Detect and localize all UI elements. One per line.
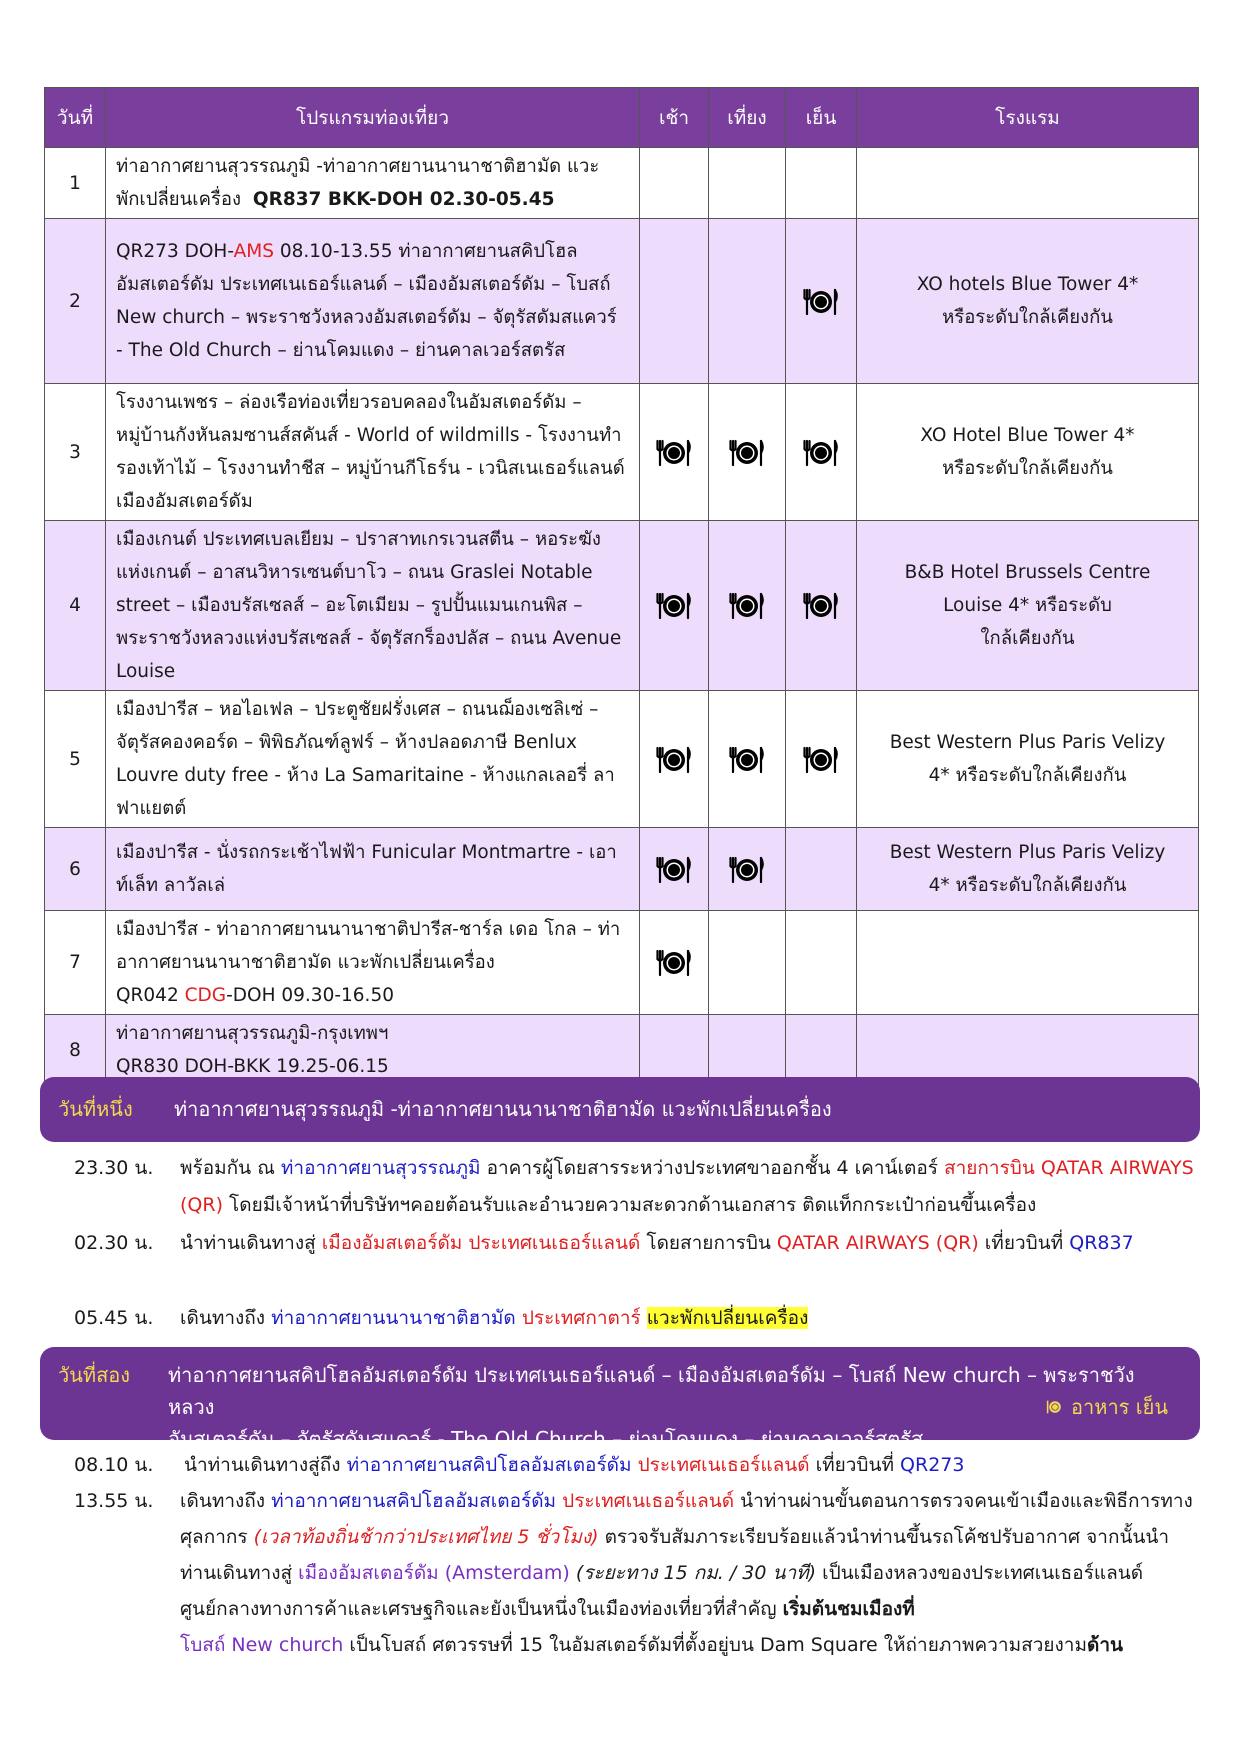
- breakfast-cell: [640, 828, 709, 911]
- lunch-cell: [709, 1015, 786, 1086]
- place-name: ท่าอากาศยานสคิปโฮลอัมสเตอร์ดัม: [346, 1454, 632, 1476]
- hotel-note: หรือระดับใกล้เคียงกัน: [942, 458, 1113, 479]
- day-number: 4: [45, 521, 106, 691]
- place-name: โบสถ์ New church: [180, 1634, 344, 1656]
- breakfast-cell: [640, 521, 709, 691]
- flight-time: -DOH 09.30-16.50: [226, 985, 394, 1006]
- hotel-note: หรือระดับใกล้เคียงกัน: [942, 307, 1113, 328]
- meal-icon: [655, 948, 693, 978]
- hotel-name: Best Western Plus Paris Velizy: [889, 842, 1166, 863]
- day-number: 5: [45, 691, 106, 828]
- breakfast-cell: [640, 219, 709, 384]
- text-segment: นำท่านเดินทางสู่: [180, 1232, 322, 1254]
- place-name: ท่าอากาศยานนานาชาติฮามัด: [271, 1307, 516, 1329]
- table-row: [45, 1015, 1199, 1086]
- hotel-note: 4* หรือระดับใกล้เคียงกัน: [928, 765, 1127, 786]
- table-row: [45, 219, 1199, 384]
- hotel-cell: [857, 219, 1199, 384]
- entry-text: [180, 1483, 1194, 1663]
- table-header-row: [45, 88, 1199, 148]
- place-name: ท่าอากาศยานสคิปโฮลอัมสเตอร์ดัม: [271, 1490, 557, 1512]
- header-breakfast: เช้า: [640, 88, 709, 148]
- day2-title: [168, 1359, 1180, 1455]
- day-number: 6: [45, 828, 106, 911]
- day2-entry: [44, 1483, 1194, 1663]
- meal-icon: [1045, 1398, 1065, 1416]
- flight-info: QR837 BKK-DOH 02.30-05.45: [252, 189, 555, 210]
- day1-entry: [44, 1300, 1194, 1337]
- place-name: ท่าอากาศยานสุวรรณภูมิ: [280, 1157, 481, 1179]
- text-segment: เดินทางถึง: [180, 1490, 272, 1512]
- airport-code: CDG: [184, 985, 227, 1006]
- text-segment: โดยมีเจ้าหน้าที่บริษัทฯคอยต้อนรับและอำนวยความสะดวกด้านเอกสาร ติดแท็กกระเป๋าก่อนขึ้นเครื่อง: [222, 1194, 1037, 1216]
- hotel-name: B&B Hotel Brussels Centre: [904, 562, 1151, 583]
- hotel-name: Best Western Plus Paris Velizy: [889, 732, 1166, 753]
- meal-icon: [655, 591, 693, 621]
- text-segment: เป็นเมืองหลวงของประเทศเนเธอร์แลนด์ ศูนย์กลางทางการค้าและเศรษฐกิจและยังเป็นหนึ่งในเมืองท่องเที่ยวที่สำคัญ: [180, 1562, 1144, 1620]
- dinner-cell: [786, 911, 857, 1015]
- lunch-cell: [709, 911, 786, 1015]
- hotel-note: ใกล้เคียงกัน: [980, 628, 1075, 649]
- meal-icon: [728, 745, 766, 775]
- day2-entry: [44, 1447, 1194, 1483]
- program-text: พักเปลี่ยนเครื่อง: [116, 189, 242, 210]
- dinner-cell: [786, 384, 857, 521]
- program-cell: [106, 219, 640, 384]
- flight-number: QR837: [1069, 1232, 1134, 1254]
- hotel-cell: [857, 691, 1199, 828]
- program-cell: เมืองปารีส - นั่งรถกระเช้าไฟฟ้า Funicular Montmartre - เอาท์เล็ท ลาวัลเล่: [106, 828, 640, 911]
- header-dinner: เย็น: [786, 88, 857, 148]
- hotel-cell: [857, 384, 1199, 521]
- lunch-cell: [709, 828, 786, 911]
- entry-time: 23.30 น.: [74, 1157, 154, 1179]
- day-number: 8: [45, 1015, 106, 1086]
- flight-info: QR042: [116, 985, 185, 1006]
- flight-info: QR273 DOH-: [116, 241, 234, 262]
- day1-label: วันที่หนึ่ง: [58, 1097, 133, 1121]
- header-program: โปรแกรมท่องเที่ยว: [106, 88, 640, 148]
- meal-icon: [728, 855, 766, 885]
- lunch-cell: [709, 384, 786, 521]
- day2-banner: [40, 1347, 1200, 1451]
- day-number: 1: [45, 148, 106, 219]
- country-name: ประเทศกาตาร์: [515, 1307, 647, 1329]
- dinner-cell: [786, 219, 857, 384]
- text-segment: เที่ยวบินที่: [809, 1454, 901, 1476]
- meal-icon: [655, 855, 693, 885]
- entry-time: 02.30 น.: [74, 1232, 154, 1254]
- entry-text: [180, 1300, 1194, 1337]
- flight-number: QR273: [900, 1454, 965, 1476]
- dinner-cell: [786, 1015, 857, 1086]
- program-cell: [106, 1015, 640, 1086]
- dinner-cell: [786, 148, 857, 219]
- header-lunch: เที่ยง: [709, 88, 786, 148]
- bold-text: ด้าน: [1086, 1634, 1123, 1656]
- entry-time: 05.45 น.: [74, 1307, 154, 1329]
- entry-text: [180, 1225, 1194, 1262]
- program-text: ท่าอากาศยานสุวรรณภูมิ -ท่าอากาศยานนานาชาติฮามัด แวะ: [116, 156, 600, 177]
- breakfast-cell: [640, 148, 709, 219]
- program-cell: เมืองปารีส – หอไอเฟล – ประตูชัยฝรั่งเศส – ถนนฌ็องเซลิเซ่ – จัตุรัสคองคอร์ด – พิพิธภัณฑ์ลูฟร์ – ห้างปลอดภาษี Benlux Louvre duty free - ห้าง La Samaritaine - ห้างแกลเลอรี่ ลาฟาแยตต์: [106, 691, 640, 828]
- table-row: [45, 521, 1199, 691]
- distance-note: (ระยะทาง 15 กม. / 30 นาที): [569, 1562, 817, 1584]
- hotel-cell: [857, 1015, 1199, 1086]
- table-row: [45, 828, 1199, 911]
- text-segment: นำท่านเดินทางสู่ถึง: [184, 1454, 347, 1476]
- day-number: 2: [45, 219, 106, 384]
- lunch-cell: [709, 691, 786, 828]
- hotel-cell: [857, 521, 1199, 691]
- table-row: [45, 911, 1199, 1015]
- lunch-cell: [709, 148, 786, 219]
- entry-time: 13.55 น.: [74, 1490, 154, 1512]
- day1-title: ท่าอากาศยานสุวรรณภูมิ -ท่าอากาศยานนานาชาติฮามัด แวะพักเปลี่ยนเครื่อง: [174, 1097, 832, 1121]
- flight-time: 08.10-13.55: [273, 241, 393, 262]
- hotel-note: 4* หรือระดับใกล้เคียงกัน: [928, 875, 1127, 896]
- text-segment: อาคารผู้โดยสารระหว่างประเทศขาออกชั้น 4 เคาน์เตอร์: [480, 1157, 944, 1179]
- breakfast-cell: [640, 384, 709, 521]
- day2-title-line: อัมสเตอร์ดัม – จัตุรัสดัมสแควร์ - The Old Church – ย่านโคมแดง – ย่านคาลเวอร์สตรัส: [168, 1427, 924, 1451]
- header-day: วันที่: [45, 88, 106, 148]
- day1-banner: [40, 1077, 1200, 1142]
- meal-icon: [802, 438, 840, 468]
- table-row: [45, 691, 1199, 828]
- entry-time: 08.10 น.: [74, 1454, 154, 1476]
- hotel-name: Louise 4* หรือระดับ: [943, 595, 1112, 616]
- airline-name: สายการบิน QATAR AIRWAYS (QR): [180, 1157, 1194, 1216]
- day-number: 7: [45, 911, 106, 1015]
- meal-icon: [802, 591, 840, 621]
- day1-entry: [44, 1150, 1194, 1224]
- hotel-cell: [857, 911, 1199, 1015]
- country-name: ประเทศเนเธอร์แลนด์: [637, 1454, 810, 1476]
- dinner-cell: [786, 521, 857, 691]
- time-difference-note: (เวลาท้องถิ่นช้ากว่าประเทศไทย 5 ชั่วโมง): [253, 1526, 599, 1548]
- place-name: เมืองอัมสเตอร์ดัม ประเทศเนเธอร์แลนด์: [321, 1232, 641, 1254]
- hotel-cell: [857, 148, 1199, 219]
- flight-info: QR830 DOH-BKK 19.25-06.15: [116, 1056, 389, 1077]
- hotel-cell: [857, 828, 1199, 911]
- table-row: [45, 148, 1199, 219]
- airport-code: AMS: [233, 241, 274, 262]
- dinner-cell: [786, 691, 857, 828]
- entry-text: [184, 1447, 1194, 1483]
- meal-icon: [655, 438, 693, 468]
- program-cell: เมืองเกนต์ ประเทศเบลเยียม – ปราสาทเกรเวนสตีน – หอระฆังแห่งเกนต์ – อาสนวิหารเซนต์บาโว – ถนน Graslei Notable street – เมืองบรัสเซลส์ – อะโตเมียม – รูปปั้นแมนเกนพิส – พระราชวังหลวงแห่งบรัสเซลส์ - จัตุรัสกร็องปลัส – ถนน Avenue Louise: [106, 521, 640, 691]
- dinner-cell: [786, 828, 857, 911]
- meal-icon: [728, 591, 766, 621]
- meal-note: [1045, 1391, 1168, 1423]
- place-name: เมืองอัมสเตอร์ดัม (Amsterdam): [298, 1562, 570, 1584]
- entry-text: [180, 1150, 1194, 1224]
- itinerary-table: [44, 87, 1199, 1086]
- program-cell: [106, 148, 640, 219]
- text-segment: พร้อมกัน ณ: [180, 1157, 281, 1179]
- text-segment: เดินทางถึง: [180, 1307, 272, 1329]
- day2-title-line: ท่าอากาศยานสคิปโฮลอัมสเตอร์ดัม ประเทศเนเธอร์แลนด์ – เมืองอัมสเตอร์ดัม – โบสถ์ New church – พระราชวังหลวง: [168, 1363, 1135, 1419]
- table-row: [45, 384, 1199, 521]
- breakfast-cell: [640, 911, 709, 1015]
- airline-name: QATAR AIRWAYS (QR): [776, 1232, 979, 1254]
- meal-icon: [728, 438, 766, 468]
- country-name: ประเทศเนเธอร์แลนด์: [562, 1490, 735, 1512]
- day-number: 3: [45, 384, 106, 521]
- meal-icon: [655, 745, 693, 775]
- day1-entry: [44, 1225, 1194, 1262]
- highlight-text: แวะพักเปลี่ยนเครื่อง: [646, 1307, 809, 1329]
- breakfast-cell: [640, 1015, 709, 1086]
- bold-text: เริ่มต้นชมเมืองที่: [782, 1598, 915, 1620]
- text-segment: เป็นโบสถ์ ศตวรรษที่ 15 ในอัมสเตอร์ดัมที่ตั้งอยู่บน Dam Square ให้ถ่ายภาพความสวยงาม: [343, 1634, 1087, 1656]
- text-segment: เที่ยวบินที่: [978, 1232, 1070, 1254]
- text-segment: ตรวจรับสัมภาระเรียบร้อยแล้วนำท่านขึ้นรถโค้ชปรับอากาศ จากนั้นนำท่านเดินทางสู่: [180, 1526, 1170, 1584]
- program-text: เมืองปารีส - ท่าอากาศยานนานาชาติปารีส-ชาร์ล เดอ โกล – ท่าอากาศยานนานาชาติฮามัด แวะพักเปลี่ยนเครื่อง: [116, 919, 621, 973]
- meal-icon: [802, 745, 840, 775]
- text-segment: นำท่านผ่านขั้นตอนการตรวจคนเข้าเมืองและพิธีการทางศุลกากร: [180, 1490, 1193, 1548]
- lunch-cell: [709, 219, 786, 384]
- meal-icon: [802, 287, 840, 317]
- day2-label: วันที่สอง: [58, 1363, 131, 1387]
- program-text: ท่าอากาศยานสุวรรณภูมิ-กรุงเทพฯ: [116, 1023, 389, 1044]
- hotel-name: XO Hotel Blue Tower 4*: [920, 425, 1135, 446]
- program-cell: [106, 911, 640, 1015]
- program-cell: โรงงานเพชร – ล่องเรือท่องเที่ยวรอบคลองในอัมสเตอร์ดัม – หมู่บ้านกังหันลมซานส์สคันส์ - World of wildmills - โรงงานทำรองเท้าไม้ – โรงงานทำชีส – หมู่บ้านกีโธร์น - เวนิสเนเธอร์แลนด์เมืองอัมสเตอร์ดัม: [106, 384, 640, 521]
- breakfast-cell: [640, 691, 709, 828]
- meal-note-text: อาหาร เย็น: [1071, 1395, 1168, 1419]
- hotel-name: XO hotels Blue Tower 4*: [916, 274, 1139, 295]
- lunch-cell: [709, 521, 786, 691]
- header-hotel: โรงแรม: [857, 88, 1199, 148]
- program-text: ท่าอากาศยานสคิปโฮล อัมสเตอร์ดัม ประเทศเนเธอร์แลนด์ – เมืองอัมสเตอร์ดัม – โบสถ์ New church – พระราชวังหลวงอัมสเตอร์ดัม – จัตุรัสดัมสแควร์ - The Old Church – ย่านโคมแดง – ย่านคาลเวอร์สตรัส: [116, 241, 617, 361]
- text-segment: โดยสายการบิน: [640, 1232, 777, 1254]
